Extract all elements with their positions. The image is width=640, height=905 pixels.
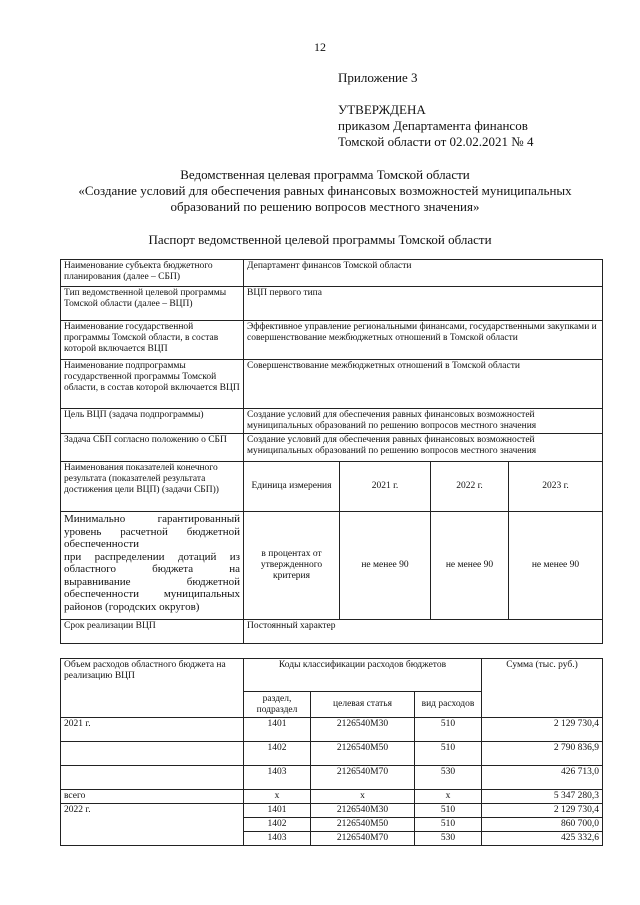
row-value: Департамент финансов Томской области [244, 260, 603, 287]
row-value: Совершенствование межбюджетных отношений в Томской области [244, 360, 603, 409]
type-header: вид расходов [415, 692, 482, 718]
indicator-value: не менее 90 [340, 512, 431, 620]
approval-block [338, 102, 533, 150]
row-article: 2126540М30 [311, 718, 415, 742]
row-article: 2126540М50 [311, 742, 415, 766]
row-value: Создание условий для обеспечения равных финансовых возможностей муниципальных образований по решению вопросов местного значения [244, 434, 603, 462]
finance-header-label: Объем расходов областного бюджета на реализацию ВЦП [61, 659, 244, 718]
row-type: 510 [415, 804, 482, 818]
indicator-value: не менее 90 [509, 512, 603, 620]
row-section: 1403 [244, 766, 311, 790]
indicator-header-row [61, 462, 603, 512]
row-year [61, 742, 244, 766]
row-value: Эффективное управление региональными финансами, государственными закупками и совершенствование межбюджетных отношений в Томской области [244, 321, 603, 360]
approved-label: УТВЕРЖДЕНА [338, 102, 426, 117]
row-value: Создание условий для обеспечения равных финансовых возможностей муниципальных образований по решению вопросов местного значения [244, 409, 603, 434]
section-header: раздел, подраздел [244, 692, 311, 718]
row-section: 1403 [244, 832, 311, 846]
row-sum: 425 332,6 [482, 832, 603, 846]
row-section: 1401 [244, 718, 311, 742]
passport-table [60, 259, 603, 644]
row-sum: 5 347 280,3 [482, 790, 603, 804]
row-type: 510 [415, 718, 482, 742]
row-sum: 2 129 730,4 [482, 804, 603, 818]
row-year [61, 818, 244, 832]
row-section: 1402 [244, 818, 311, 832]
row-sum: 426 713,0 [482, 766, 603, 790]
table-row [61, 360, 603, 409]
title-line-1: Ведомственная целевая программа Томской области [180, 167, 470, 182]
row-sum: 2 790 836,9 [482, 742, 603, 766]
indicator-line: уровень расчетной бюджетной [64, 525, 240, 538]
table-row [61, 260, 603, 287]
row-article: 2126540М70 [311, 832, 415, 846]
table-row [61, 804, 603, 818]
term-label: Срок реализации ВЦП [61, 620, 244, 644]
row-year: 2021 г. [61, 718, 244, 742]
row-label: Наименование государственной программы Томской области, в состав которой включается ВЦП [61, 321, 244, 360]
row-label: Тип ведомственной целевой программы Томской области (далее – ВЦП) [61, 287, 244, 321]
article-header: целевая статья [311, 692, 415, 718]
approved-date: Томской области от 02.02.2021 № 4 [338, 134, 534, 149]
row-type: 510 [415, 742, 482, 766]
table-row [61, 818, 603, 832]
row-type: 530 [415, 766, 482, 790]
row-article: 2126540М70 [311, 766, 415, 790]
row-sum: 860 700,0 [482, 818, 603, 832]
row-article: х [311, 790, 415, 804]
term-value: Постоянный характер [244, 620, 603, 644]
indicator-line: при распределении дотаций из [64, 550, 240, 563]
approved-by: приказом Департамента финансов [338, 118, 528, 133]
row-sum: 2 129 730,4 [482, 718, 603, 742]
table-row [61, 287, 603, 321]
indicator-line: областного бюджета на [64, 563, 240, 575]
table-row [61, 409, 603, 434]
table-row [61, 718, 603, 742]
row-article: 2126540М30 [311, 804, 415, 818]
indicator-line: районов (городских округов) [64, 600, 200, 613]
row-section: 1401 [244, 804, 311, 818]
appendix-label: Приложение 3 [338, 70, 418, 85]
indicator-row [61, 512, 603, 620]
year-header: 2022 г. [431, 462, 509, 512]
table-row [61, 742, 603, 766]
title-line-3: образований по решению вопросов местного значения» [170, 199, 480, 214]
row-article: 2126540М50 [311, 818, 415, 832]
row-label: Задача СБП согласно положению о СБП [61, 434, 244, 462]
page-number: 12 [314, 40, 326, 54]
indicator-name [61, 512, 244, 620]
year-header: 2021 г. [340, 462, 431, 512]
row-label: Наименование субъекта бюджетного планирования (далее – СБП) [61, 260, 244, 287]
row-year: всего [61, 790, 244, 804]
program-title [40, 167, 610, 215]
finance-header-row [61, 659, 603, 692]
row-year [61, 766, 244, 790]
indicator-line: выравнивание бюджетной [64, 575, 240, 588]
indicator-line: обеспеченности муниципальных [64, 588, 240, 600]
indicator-line: обеспеченности [64, 538, 140, 550]
table-row [61, 434, 603, 462]
table-row [61, 321, 603, 360]
table-row [61, 790, 603, 804]
row-type: х [415, 790, 482, 804]
row-label: Цель ВЦП (задача подпрограммы) [61, 409, 244, 434]
row-section: х [244, 790, 311, 804]
indicator-unit: в процентах от утвержденного критерия [244, 512, 340, 620]
table-row [61, 766, 603, 790]
row-section: 1402 [244, 742, 311, 766]
sum-header: Сумма (тыс. руб.) [482, 659, 603, 718]
passport-title: Паспорт ведомственной целевой программы Томской области [148, 232, 492, 247]
indicator-header-label: Наименования показателей конечного результата (показателей результата достижения цели ВЦП) (задачи СБП)) [61, 462, 244, 512]
row-value: ВЦП первого типа [244, 287, 603, 321]
table-row [61, 620, 603, 644]
finance-table [60, 658, 603, 846]
row-type: 530 [415, 832, 482, 846]
row-year: 2022 г. [61, 804, 244, 818]
row-year [61, 832, 244, 846]
codes-header: Коды классификации расходов бюджетов [244, 659, 482, 692]
table-row [61, 832, 603, 846]
unit-header: Единица измерения [244, 462, 340, 512]
title-line-2: «Создание условий для обеспечения равных финансовых возможностей муниципальных [78, 183, 572, 198]
indicator-value: не менее 90 [431, 512, 509, 620]
row-label: Наименование подпрограммы государственной программы Томской области, в состав которой включается ВЦП [61, 360, 244, 409]
row-type: 510 [415, 818, 482, 832]
indicator-line: Минимально гарантированный [64, 513, 240, 525]
year-header: 2023 г. [509, 462, 603, 512]
